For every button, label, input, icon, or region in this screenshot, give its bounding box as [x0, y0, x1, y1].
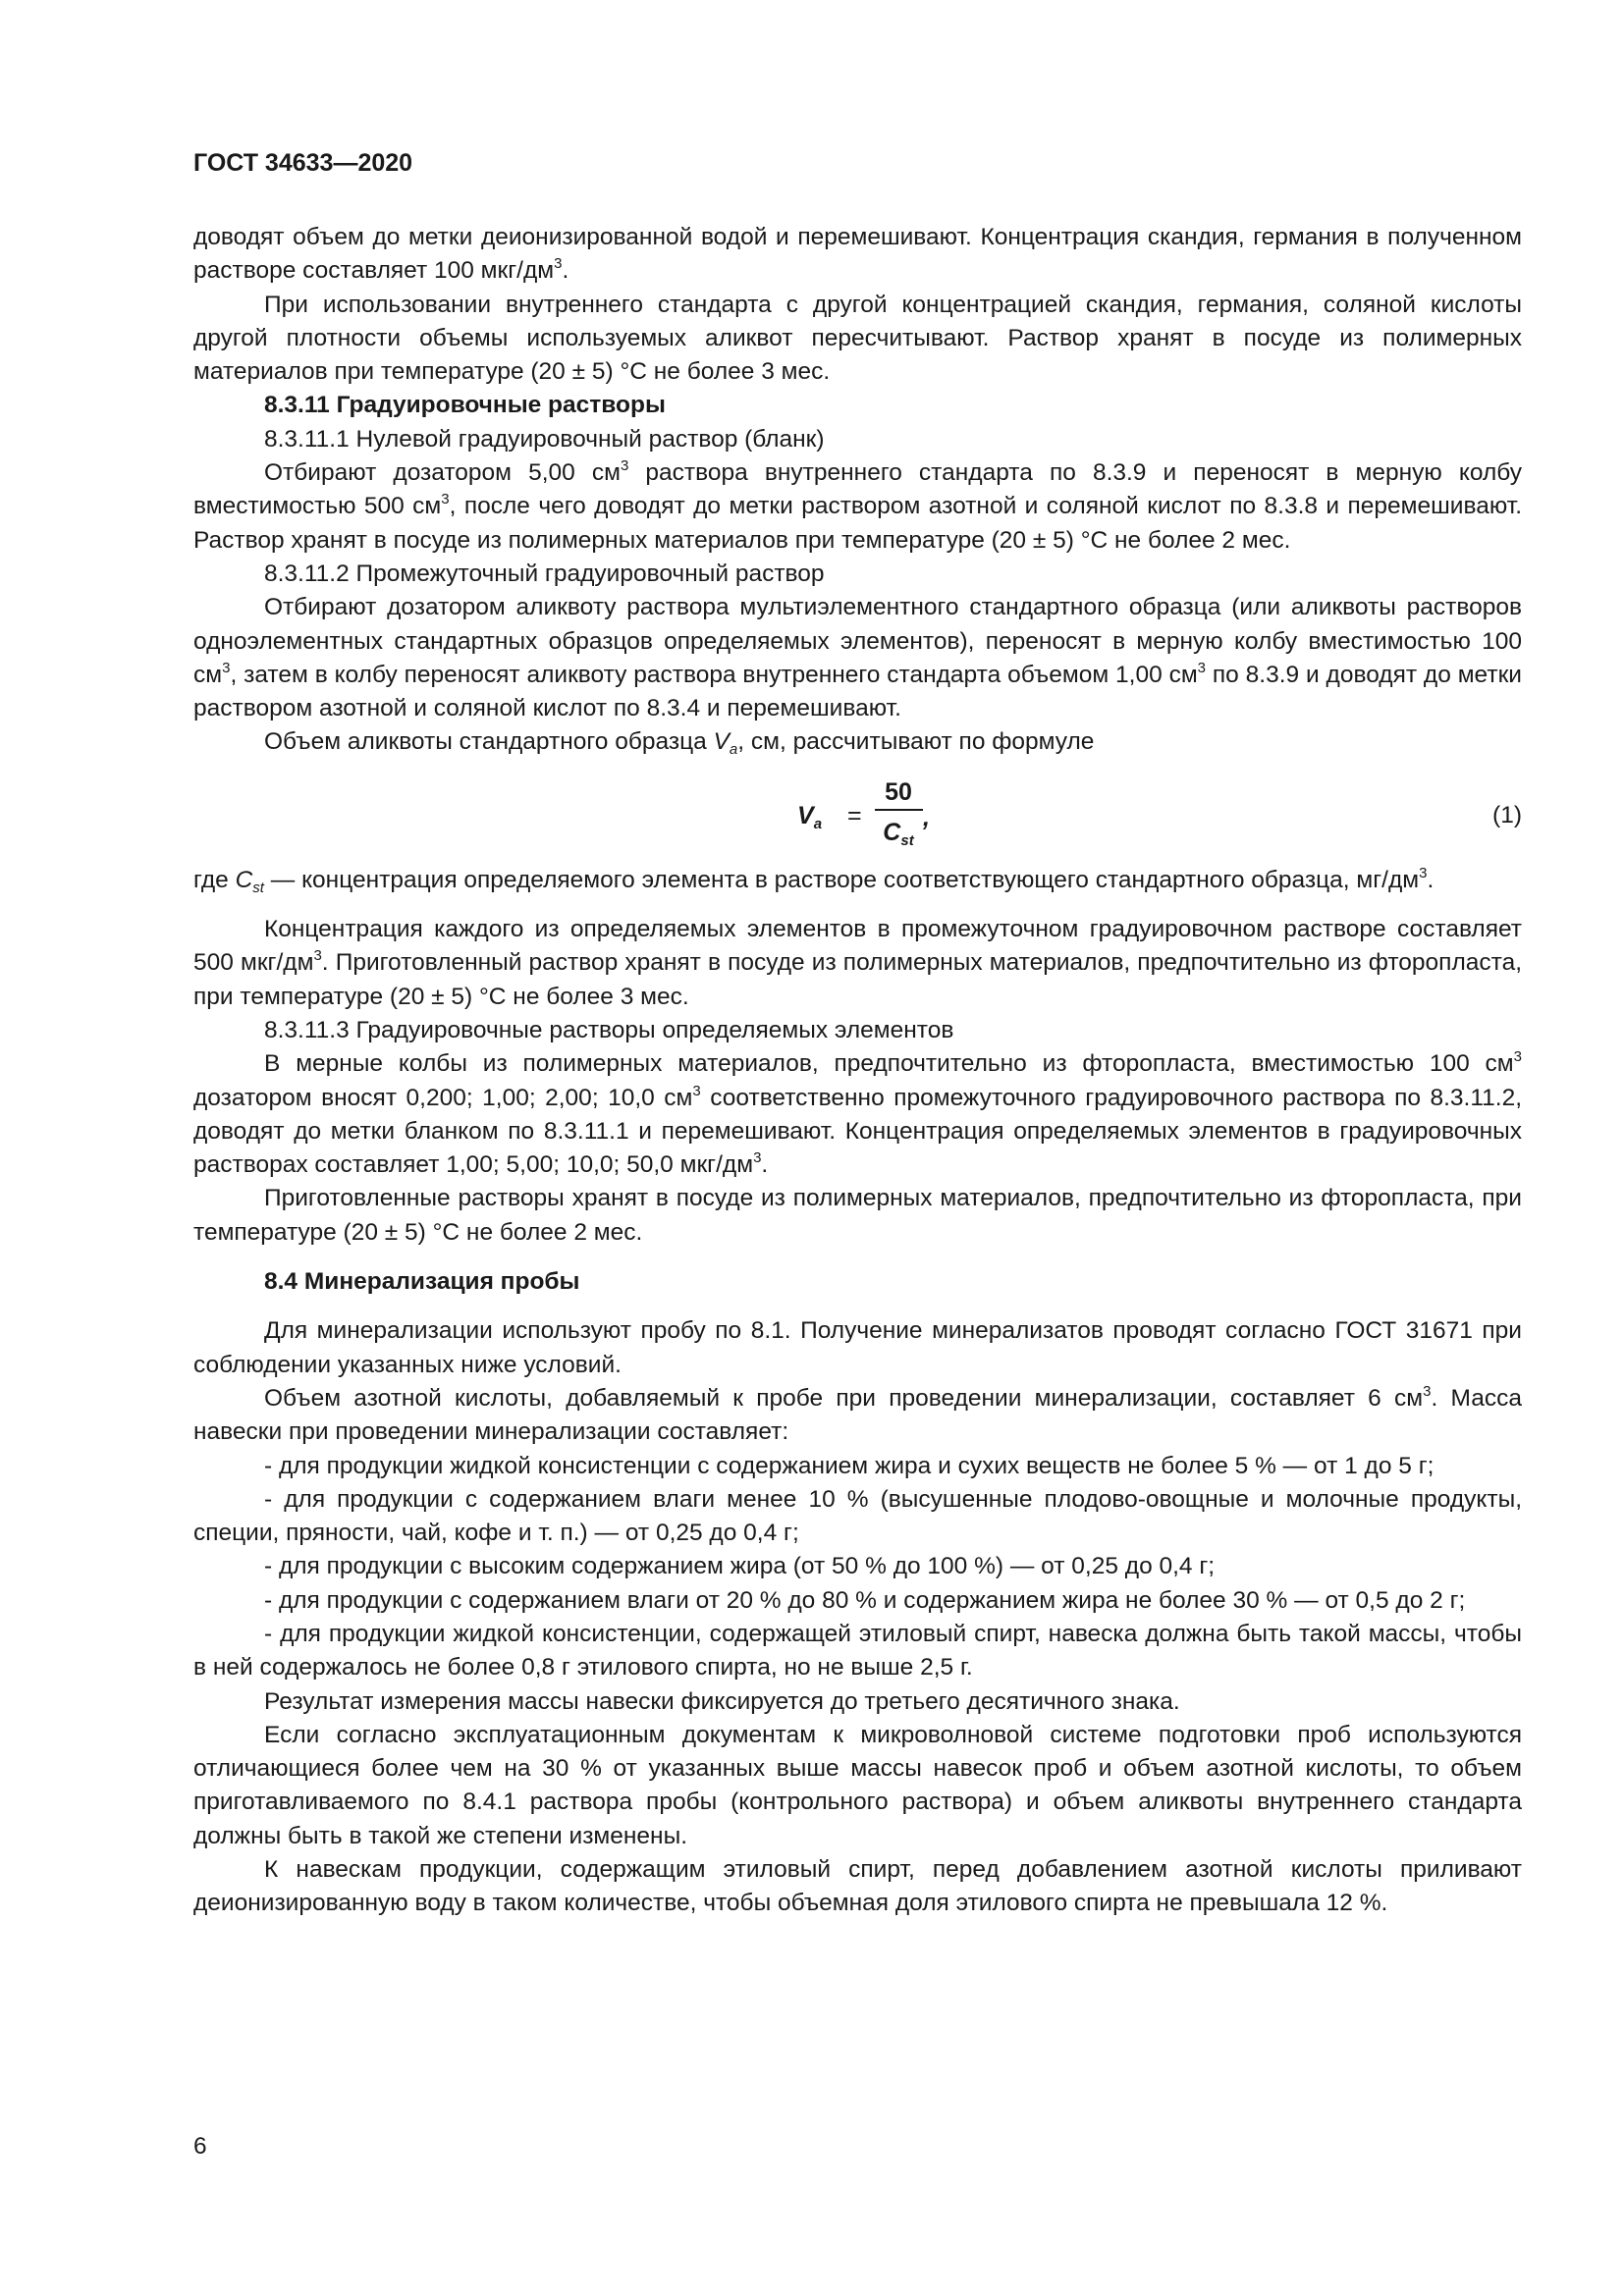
subsection-heading-8-3-11-1: 8.3.11.1 Нулевой градуировочный раствор (бланк)	[264, 425, 825, 453]
document-header: ГОСТ 34633—2020	[193, 149, 413, 177]
list-item: - для продукции с высоким содержанием жира (от 50 % до 100 %) — от 0,25 до 0,4 г;	[264, 1553, 1216, 1580]
formula-numerator: 50	[885, 777, 912, 806]
paragraph-mass-result: Результат измерения массы навески фиксируется до третьего десятичного знака.	[264, 1687, 1180, 1715]
section-heading-8-4: 8.4 Минерализация пробы	[264, 1268, 580, 1296]
list-item: - для продукции жидкой консистенции, содержащей этиловый спирт, навеска должна быть такой массы, чтобы в ней содержалось не более 0,8 г этилового спирта, но не выше 2,5 г.	[193, 1620, 1522, 1682]
formula-block: $V_a$ = 50 $C_{st}$ , (1)	[193, 760, 1522, 856]
subsection-heading-8-3-11-2: 8.3.11.2 Промежуточный градуировочный раствор	[264, 560, 825, 587]
paragraph-mineralization: Для минерализации используют пробу по 8.1. Получение минерализатов проводят согласно ГОСТ 31671 при соблюдении указанных ниже условий.	[193, 1317, 1522, 1378]
fraction-bar	[875, 809, 923, 811]
subsection-heading-8-3-11-3: 8.3.11.3 Градуировочные растворы определяемых элементов	[264, 1016, 954, 1043]
paragraph-aliquot-volume: Объем аликвоты стандартного образца $V_a$, см, рассчитывают по формуле	[264, 728, 1095, 759]
paragraph-ethanol: К навескам продукции, содержащим этиловый спирт, перед добавлением азотной кислоты приливают деионизированную воду в таком количестве, чтобы объемная доля этилового спирта не превышала 12 %.	[193, 1856, 1522, 1917]
paragraph-internal-standard: При использовании внутреннего стандарта с другой концентрацией скандия, германия, соляной кислоты другой плотности объемы используемых аликвот пересчитывают. Раствор хранят в посуде из полимерных материалов при температуре (20 ± 5) °С не более 3 мес.	[193, 291, 1522, 386]
page-number: 6	[193, 2133, 207, 2160]
list-item: - для продукции с содержанием влаги менее 10 % (высушенные плодово-овощные и молочные продукты, специи, пряности, чай, кофе и т. п.) — от 0,25 до 0,4 г;	[193, 1485, 1522, 1547]
paragraph-blank-solution: Отбирают дозатором 5,00 $см^3$ раствора внутреннего стандарта по 8.3.9 и переносят в мерную колбу вместимостью 500 $см^3$, после чего доводят до метки раствором азотной и соляной кислот по 8.3.8 и перемешивают. Раствор хранят в посуде из полимерных материалов при температуре (20 ± 5) °С не более 2 мес.	[193, 457, 1522, 554]
formula-explanation: где $C_{st}$ — концентрация определяемого элемента в растворе соответствующего стандартного образца, $мг/дм^3$.	[193, 864, 1435, 896]
list-item: - для продукции жидкой консистенции с содержанием жира и сухих веществ не более 5 % — от 1 до 5 г;	[264, 1452, 1435, 1479]
list-item: - для продукции с содержанием влаги от 20 % до 80 % и содержанием жира не более 30 % — от 0,5 до 2 г;	[264, 1586, 1466, 1614]
paragraph-microwave: Если согласно эксплуатационным документам к микроволновой системе подготовки проб используются отличающиеся более чем на 30 % от указанных выше массы навесок проб и объем азотной кислоты, то объем приготавливаемого по 8.4.1 раствора пробы (контрольного раствора) и объем аликвоты внутреннего стандарта должны быть в такой же степени изменены.	[193, 1721, 1522, 1849]
paragraph-calibration-solutions: В мерные колбы из полимерных материалов, предпочтительно из фторопласта, вместимостью 100 $см^3$ дозатором вносят 0,200; 1,00; 2,00; 10,0 $см^3$ соответственно промежуточного градуировочного раствора по 8.3.11.2, доводят до метки бланком по 8.3.11.1 и перемешивают. Концентрация определяемых элементов в градуировочных растворах составляет 1,00; 5,00; 10,0; 50,0 мкг/$дм^3$.	[193, 1048, 1522, 1179]
paragraph-concentration: Концентрация каждого из определяемых элементов в промежуточном градуировочном растворе составляет 500 мкг/$дм^3$. Приготовленный раствор хранят в посуде из полимерных материалов, предпочтительно из фторопласта, при температуре (20 ± 5) °С не более 3 мес.	[193, 916, 1522, 1010]
paragraph-nitric-acid: Объем азотной кислоты, добавляемый к пробе при проведении минерализации, составляет 6 $см^3$. Масса навески при проведении минерализации составляет:	[193, 1382, 1522, 1446]
formula-denominator: $C_{st}$	[883, 818, 914, 849]
paragraph-storage: Приготовленные растворы хранят в посуде из полимерных материалов, предпочтительно из фторопласта, при температуре (20 ± 5) °С не более 2 мес.	[193, 1185, 1522, 1246]
paragraph-intermediate-solution: Отбирают дозатором аликвоту раствора мультиэлементного стандартного образца (или аликвоты растворов одноэлементных стандартных образцов определяемых элементов), переносят в мерную колбу вместимостью 100 $см^3$, затем в колбу переносят аликвоту раствора внутреннего стандарта объемом 1,00 $см^3$ по 8.3.9 и доводят до метки раствором азотной и соляной кислот по 8.3.4 и перемешивают.	[193, 594, 1522, 722]
paragraph-continued: доводят объем до метки деионизированной водой и перемешивают. Концентрация скандия, германия в полученном растворе составляет 100 мкг/$дм^3$.	[193, 224, 1522, 285]
section-heading-8-3-11: 8.3.11 Градуировочные растворы	[264, 392, 666, 419]
page-content	[193, 221, 1522, 1921]
formula-number: (1)	[1492, 801, 1522, 828]
